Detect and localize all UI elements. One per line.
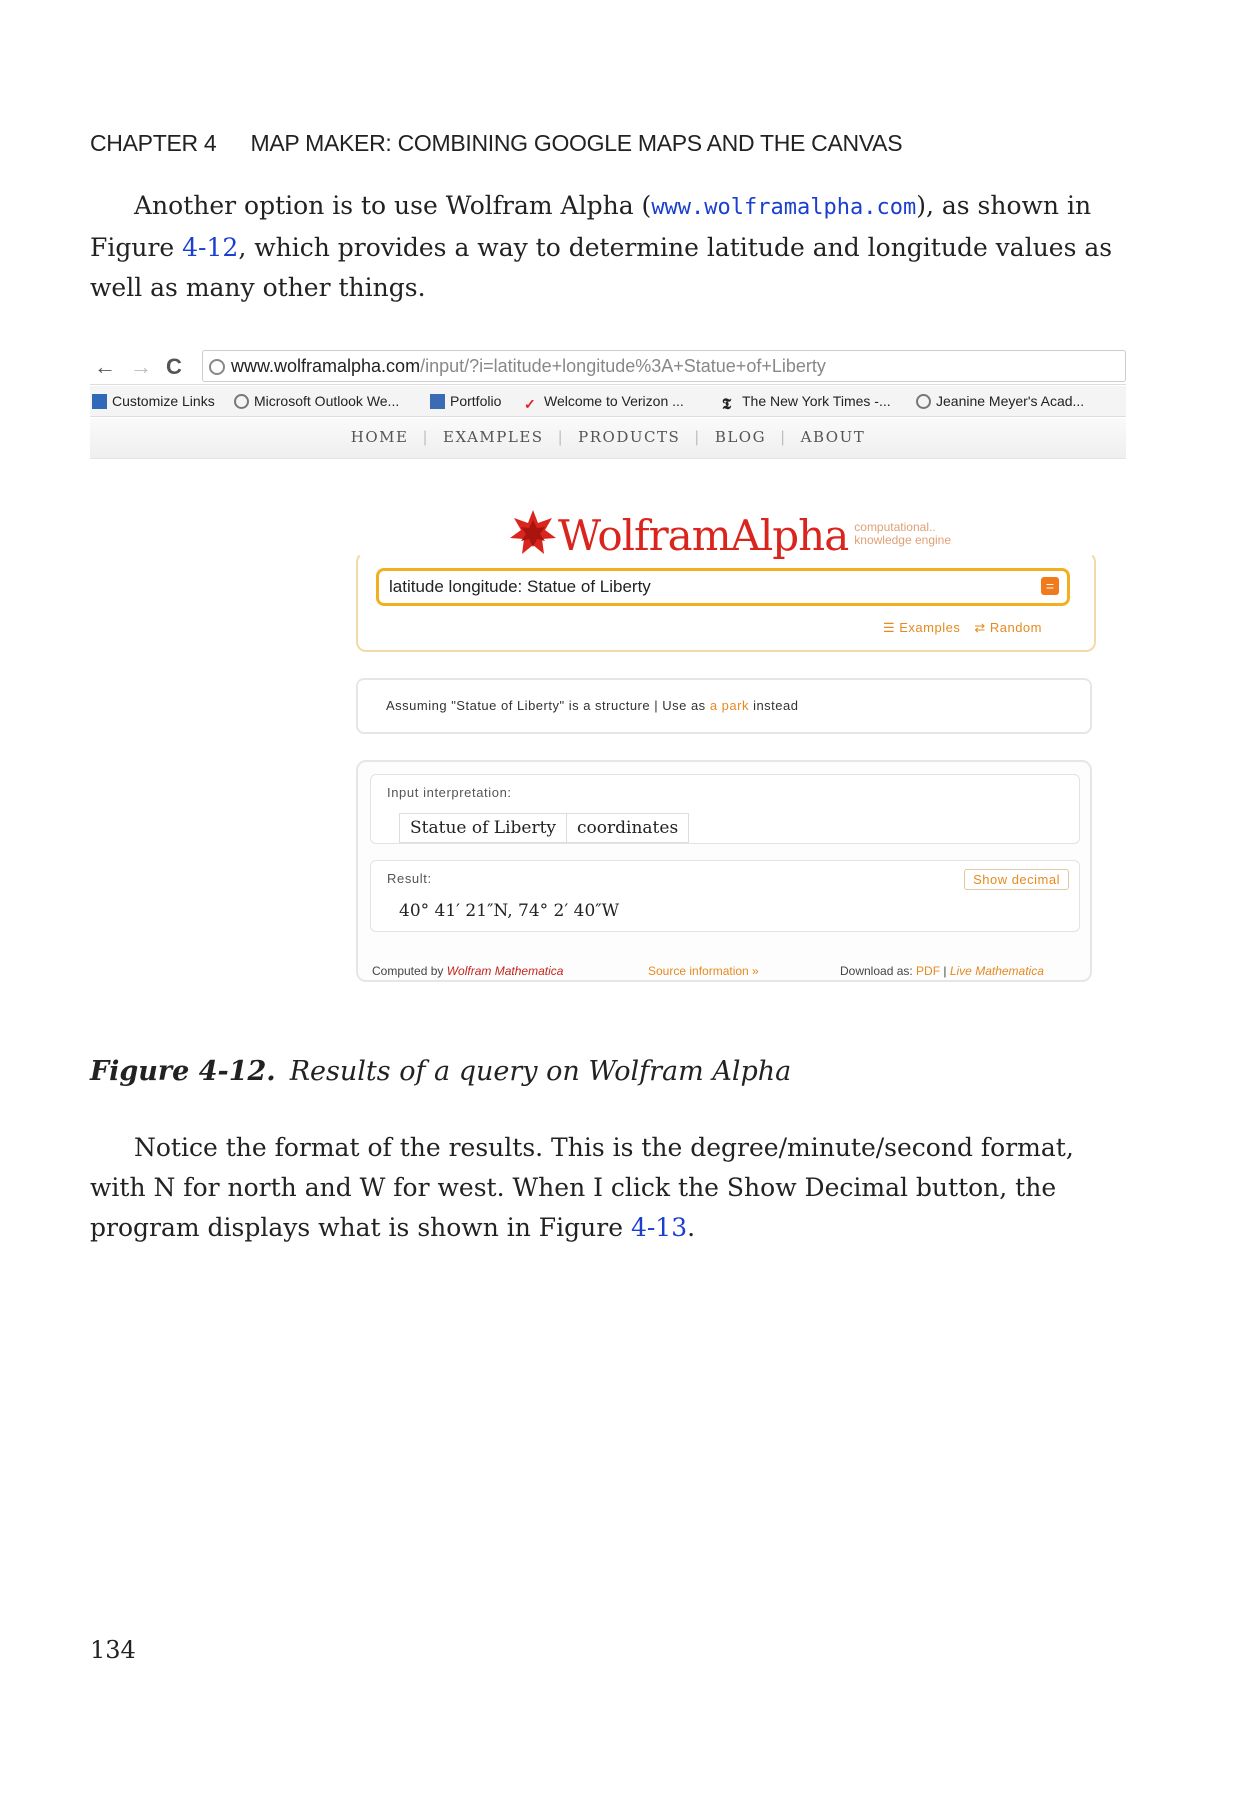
checkmark-icon: ✓ <box>524 396 536 412</box>
pod-title: Result: <box>387 871 432 886</box>
nyt-icon: 𝕿 <box>722 395 732 413</box>
site-nav: HOME | EXAMPLES | PRODUCTS | BLOG | ABOUT <box>90 418 1126 459</box>
notice-text-2: . <box>687 1213 696 1242</box>
nav-blog[interactable]: BLOG <box>714 428 767 446</box>
search-panel <box>356 552 1096 652</box>
nav-about[interactable]: ABOUT <box>800 428 866 446</box>
interpretation-table <box>399 813 689 843</box>
wolfram-screenshot <box>90 348 1126 1028</box>
query-text: latitude longitude: Statue of Liberty <box>389 577 651 596</box>
nav-products[interactable]: PRODUCTS <box>578 428 681 446</box>
chapter-label: CHAPTER 4 <box>90 130 217 156</box>
notice-paragraph <box>90 1128 1120 1248</box>
query-input[interactable] <box>376 568 1070 606</box>
figure-ref-link[interactable]: 4-12 <box>182 233 239 262</box>
bookmark-verizon[interactable] <box>524 393 684 413</box>
pdf-link[interactable]: PDF <box>916 964 941 978</box>
pod-title: Input interpretation: <box>387 785 512 800</box>
wolfram-star-icon <box>508 508 558 558</box>
bookmark-customize-links[interactable] <box>92 393 215 409</box>
wolfram-logo-text: WolframAlpha <box>558 511 849 560</box>
globe-icon <box>234 394 249 409</box>
live-mathematica-link[interactable]: Live Mathematica <box>949 964 1044 978</box>
wolfram-url-link[interactable]: www.wolframalpha.com <box>651 195 917 220</box>
bookmark-label: Customize Links <box>112 393 215 409</box>
running-head <box>90 130 930 157</box>
figure-label: Figure 4-12. <box>90 1056 276 1087</box>
back-arrow-icon[interactable]: ← <box>94 354 116 379</box>
page-number: 134 <box>90 1636 136 1664</box>
globe-icon <box>916 394 931 409</box>
examples-link[interactable]: ☰ Examples <box>882 620 961 635</box>
bookmarks-bar <box>90 386 1126 417</box>
assumption-bar <box>356 678 1092 734</box>
bookmark-label: Portfolio <box>450 393 502 409</box>
bookmark-nytimes[interactable] <box>722 393 891 412</box>
assumption-text: Assuming "Statue of Liberty" is a structure <box>386 698 651 713</box>
use-as-park-link[interactable]: a park <box>709 698 749 713</box>
submit-query-button[interactable]: = <box>1041 577 1059 595</box>
url-path: /input/?i=latitude+longitude%3A+Statue+of+Liberty <box>420 356 826 376</box>
intro-paragraph <box>90 186 1120 308</box>
nav-examples[interactable]: EXAMPLES <box>443 428 544 446</box>
intro-text-1: Another option is to use Wolfram Alpha ( <box>134 191 652 220</box>
random-link[interactable]: ⇄ Random <box>974 620 1042 635</box>
show-decimal-button[interactable]: Show decimal <box>964 869 1069 890</box>
bookmark-outlook[interactable] <box>234 393 399 409</box>
download-label: Download as: <box>840 964 917 978</box>
intro-text-3: , which provides a way to determine latitude and longitude values as well as many other things. <box>90 233 1113 302</box>
bookmark-jeanine[interactable] <box>916 393 1084 409</box>
url-field[interactable] <box>202 350 1126 382</box>
assumption-separator: | Use as <box>650 698 710 713</box>
bookmark-label: Welcome to Verizon ... <box>544 393 684 409</box>
bookmark-label: Jeanine Meyer's Acad... <box>936 393 1085 409</box>
bookmark-label: Microsoft Outlook We... <box>254 393 400 409</box>
interpretation-property: coordinates <box>566 814 688 842</box>
search-links <box>869 620 1042 636</box>
bookmark-portfolio[interactable] <box>430 393 501 409</box>
assumption-tail: instead <box>748 698 799 713</box>
tagline-line-1: computational.. <box>854 520 936 534</box>
figure-caption-text: Results of a query on Wolfram Alpha <box>289 1056 792 1087</box>
figure-ref-link[interactable]: 4-13 <box>630 1213 688 1242</box>
results-panel <box>356 760 1092 982</box>
url-host: www.wolframalpha.com <box>231 356 421 376</box>
forward-arrow-icon[interactable]: → <box>130 354 152 379</box>
input-interpretation-pod <box>370 774 1080 844</box>
bookmark-label: The New York Times -... <box>742 393 891 409</box>
figure-caption <box>90 1056 791 1087</box>
mathematica-brand[interactable]: Wolfram Mathematica <box>446 964 564 978</box>
result-value: 40° 41′ 21″N, 74° 2′ 40″W <box>399 901 620 921</box>
tagline-line-2: knowledge engine <box>854 533 952 547</box>
chapter-title: MAP MAKER: COMBINING GOOGLE MAPS AND THE CANVAS <box>250 130 903 156</box>
intro-text-2: ), as shown in Figure <box>90 191 1092 262</box>
notice-text-1: Notice the format of the results. This is the degree/minute/second format, with N for north and W for west. When I click the Show Decimal button, the program displays what is shown in Figure <box>90 1133 1074 1242</box>
wolfram-tagline <box>854 521 951 547</box>
result-pod <box>370 860 1080 932</box>
msn-icon <box>92 394 107 409</box>
download-options: Download as: PDF | Live Mathematica <box>840 964 1044 978</box>
address-bar <box>90 348 1126 385</box>
reload-icon[interactable]: C <box>166 354 182 379</box>
nav-home[interactable]: HOME <box>350 428 409 446</box>
portfolio-icon <box>430 394 445 409</box>
source-information-link[interactable]: Source information » <box>648 964 759 978</box>
interpretation-entity: Statue of Liberty <box>410 818 557 838</box>
globe-icon <box>209 359 225 375</box>
computed-by <box>372 964 563 978</box>
computed-by-label: Computed by <box>372 964 447 978</box>
